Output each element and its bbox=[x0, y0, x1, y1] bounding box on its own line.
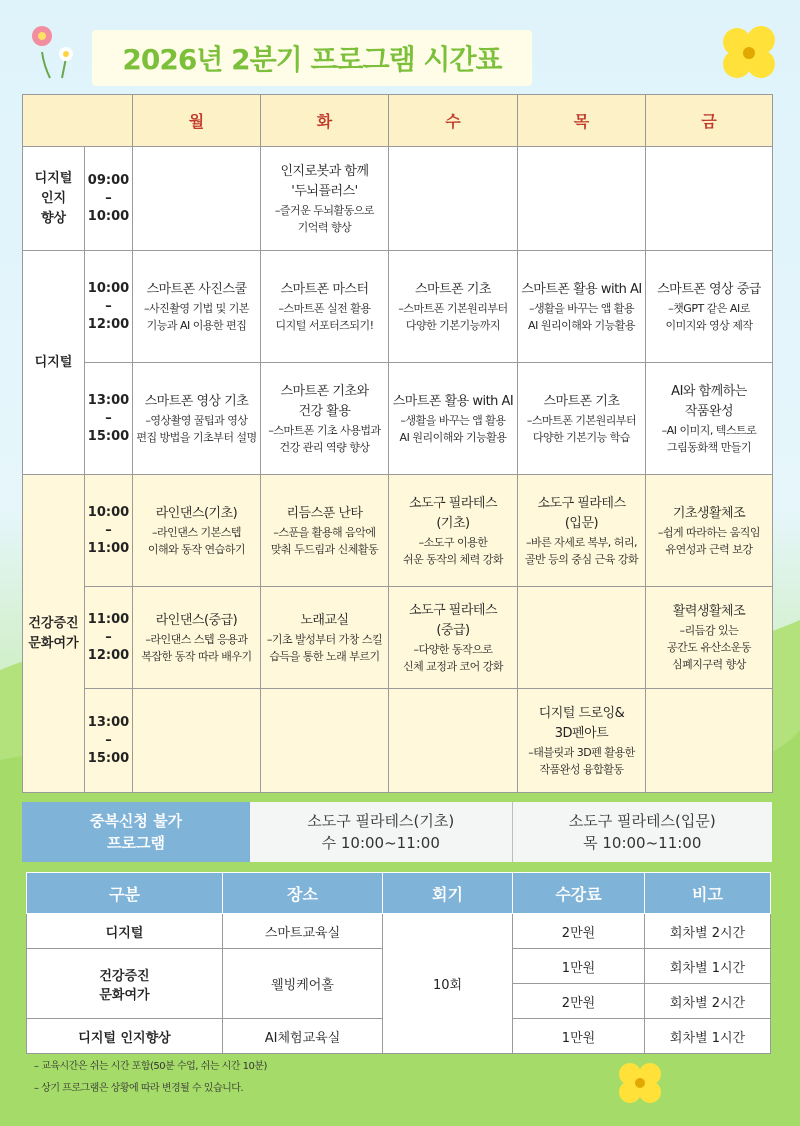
category-health: 건강증진 문화여가 bbox=[23, 475, 85, 793]
duplicate-label: 중복신청 불가 프로그램 bbox=[22, 802, 250, 862]
program-desc: –사진촬영 기법 및 기본 기능과 AI 이용한 편집 bbox=[143, 301, 250, 332]
corner-cell bbox=[23, 95, 133, 147]
program-cell bbox=[261, 587, 389, 689]
yellow-flower-icon bbox=[715, 22, 785, 84]
program-title: 소도구 필라테스 (입문) bbox=[537, 495, 626, 531]
program-cell bbox=[389, 251, 518, 363]
duplicate-restriction-table bbox=[22, 802, 772, 862]
program-desc: –쉽게 따라하는 움직임 유연성과 근력 보강 bbox=[657, 525, 761, 556]
program-cell bbox=[646, 363, 773, 475]
program-desc: –소도구 이용한 쉬운 동작의 체력 강화 bbox=[402, 535, 504, 566]
duplicate-item-name: 소도구 필라테스(입문) bbox=[568, 812, 716, 830]
empty-cell bbox=[518, 587, 646, 689]
fee-category: 디지털 인지향상 bbox=[27, 1019, 223, 1054]
yellow-flower-icon bbox=[612, 1058, 668, 1108]
program-title: 스마트폰 기초 bbox=[543, 393, 620, 409]
time-slot: 09:00 – 10:00 bbox=[85, 147, 133, 251]
program-title: 노래교실 bbox=[300, 612, 349, 628]
program-desc: –즐거운 두뇌활동으로 기억력 향상 bbox=[274, 203, 375, 234]
program-cell bbox=[518, 363, 646, 475]
fee-place: 웰빙케어홀 bbox=[223, 949, 383, 1019]
schedule-table bbox=[22, 94, 773, 793]
program-desc: –스마트폰 기초 사용법과 건강 관리 역량 향상 bbox=[268, 423, 381, 454]
empty-cell bbox=[389, 689, 518, 793]
program-title: 스마트폰 기초 bbox=[415, 281, 491, 297]
fee-header-sessions: 회기 bbox=[383, 873, 513, 914]
day-header-tue: 화 bbox=[261, 95, 389, 147]
footnote: – 상기 프로그램은 상황에 따라 변경될 수 있습니다. bbox=[34, 1083, 244, 1094]
fee-header-place: 장소 bbox=[223, 873, 383, 914]
category-digital: 디지털 bbox=[23, 251, 85, 475]
program-title: 소도구 필라테스 (중급) bbox=[408, 602, 498, 638]
program-desc: –기초 발성부터 가창 스킬 습득을 통한 노래 부르기 bbox=[266, 632, 383, 663]
program-title: 기초생활체조 bbox=[672, 505, 746, 521]
fee-category: 디지털 bbox=[27, 914, 223, 949]
program-cell bbox=[646, 475, 773, 587]
program-title: AI와 함께하는 작품완성 bbox=[671, 383, 747, 419]
program-desc: –라인댄스 스텝 응용과 복잡한 동작 따라 배우기 bbox=[141, 632, 252, 663]
time-slot: 10:00 – 11:00 bbox=[85, 475, 133, 587]
fee-table bbox=[26, 872, 771, 1054]
program-title: 활력생활체조 bbox=[672, 604, 746, 619]
time-slot: 13:00 – 15:00 bbox=[85, 689, 133, 793]
program-desc: –스마트폰 실전 활용 디지털 서포터즈되기! bbox=[275, 301, 374, 332]
fee-place: AI체험교육실 bbox=[223, 1019, 383, 1054]
program-desc: –라인댄스 기본스텝 이해와 동작 연습하기 bbox=[147, 525, 246, 556]
empty-cell bbox=[646, 147, 773, 251]
title-banner bbox=[92, 30, 532, 86]
fee-sessions: 10회 bbox=[383, 914, 513, 1054]
program-title: 스마트폰 활용 with AI bbox=[521, 281, 642, 297]
program-cell bbox=[133, 251, 261, 363]
fee-header-fee: 수강료 bbox=[513, 873, 645, 914]
program-cell bbox=[261, 363, 389, 475]
program-title: 라인댄스(기초) bbox=[155, 505, 238, 521]
empty-cell bbox=[646, 689, 773, 793]
program-desc: –다양한 동작으로 신체 교정과 코어 강화 bbox=[402, 642, 504, 673]
program-desc: –생활을 바꾸는 앱 활용 AI 원리이해와 기능활용 bbox=[399, 413, 507, 444]
fee-note: 회차별 1시간 bbox=[645, 949, 771, 984]
program-cell bbox=[261, 251, 389, 363]
duplicate-item bbox=[512, 802, 772, 862]
fee-note: 회차별 1시간 bbox=[645, 1019, 771, 1054]
program-cell bbox=[133, 587, 261, 689]
empty-cell bbox=[389, 147, 518, 251]
program-title: 디지털 드로잉& 3D펜아트 bbox=[538, 705, 625, 741]
program-title: 스마트폰 영상 기초 bbox=[144, 393, 249, 409]
time-slot: 11:00 – 12:00 bbox=[85, 587, 133, 689]
program-desc: –영상촬영 꿀팁과 영상 편집 방법을 기초부터 설명 bbox=[136, 413, 257, 444]
tulip-icon bbox=[28, 22, 82, 80]
fee-amount: 1만원 bbox=[513, 1019, 645, 1054]
program-cell bbox=[646, 251, 773, 363]
fee-header-category: 구분 bbox=[27, 873, 223, 914]
program-desc: –스푼을 활용해 음악에 맞춰 두드림과 신체활동 bbox=[270, 525, 379, 556]
footnote: – 교육시간은 쉬는 시간 포함(50분 수업, 쉬는 시간 10분) bbox=[34, 1061, 267, 1072]
program-title: 라인댄스(중급) bbox=[155, 612, 238, 628]
program-title: 스마트폰 활용 with AI bbox=[392, 393, 514, 409]
program-cell bbox=[389, 587, 518, 689]
fee-amount: 2만원 bbox=[513, 914, 645, 949]
fee-place: 스마트교육실 bbox=[223, 914, 383, 949]
program-cell bbox=[261, 475, 389, 587]
program-cell bbox=[389, 363, 518, 475]
program-cell bbox=[261, 147, 389, 251]
duplicate-item-name: 소도구 필라테스(기초) bbox=[307, 812, 455, 830]
duplicate-item-time: 수 10:00~11:00 bbox=[321, 834, 440, 852]
fee-amount: 1만원 bbox=[513, 949, 645, 984]
program-title: 스마트폰 영상 중급 bbox=[657, 281, 761, 297]
program-desc: –챗GPT 같은 AI로 이미지와 영상 제작 bbox=[665, 301, 753, 332]
time-slot: 10:00 – 12:00 bbox=[85, 251, 133, 363]
page-title: 2026년 2분기 프로그램 시간표 bbox=[122, 43, 502, 76]
duplicate-item-time: 목 10:00~11:00 bbox=[583, 834, 702, 852]
day-header-wed: 수 bbox=[389, 95, 518, 147]
empty-cell bbox=[133, 689, 261, 793]
program-title: 인지로봇과 함께 '두뇌플러스' bbox=[280, 163, 369, 199]
empty-cell bbox=[261, 689, 389, 793]
program-desc: –태블릿과 3D펜 활용한 작품완성 융합활동 bbox=[528, 745, 635, 776]
fee-category: 건강증진 문화여가 bbox=[27, 949, 223, 1019]
program-desc: –리듬감 있는 공간도 유산소운동 심폐지구력 향상 bbox=[666, 624, 751, 671]
empty-cell bbox=[133, 147, 261, 251]
program-desc: –AI 이미지, 텍스트로 그림동화책 만들기 bbox=[661, 423, 757, 454]
program-desc: –스마트폰 기본원리부터 다양한 기본기능까지 bbox=[398, 301, 508, 332]
day-header-fri: 금 bbox=[646, 95, 773, 147]
day-header-thu: 목 bbox=[518, 95, 646, 147]
program-cell bbox=[518, 475, 646, 587]
program-cell bbox=[518, 689, 646, 793]
program-cell bbox=[518, 251, 646, 363]
fee-note: 회차별 2시간 bbox=[645, 984, 771, 1019]
category-digital-cognition: 디지털 인지 향상 bbox=[23, 147, 85, 251]
footnotes bbox=[34, 1056, 267, 1100]
duplicate-item bbox=[250, 802, 512, 862]
program-cell bbox=[133, 363, 261, 475]
program-title: 스마트폰 마스터 bbox=[280, 281, 369, 297]
day-header-mon: 월 bbox=[133, 95, 261, 147]
program-title: 스마트폰 사진스쿨 bbox=[146, 281, 247, 297]
fee-note: 회차별 2시간 bbox=[645, 914, 771, 949]
program-cell bbox=[389, 475, 518, 587]
program-title: 스마트폰 기초와 건강 활용 bbox=[280, 383, 369, 419]
program-title: 소도구 필라테스 (기초) bbox=[408, 495, 498, 531]
empty-cell bbox=[518, 147, 646, 251]
program-desc: –생활을 바꾸는 앱 활용 AI 원리이해와 기능활용 bbox=[528, 301, 635, 332]
program-cell bbox=[646, 587, 773, 689]
program-title: 리듬스푼 난타 bbox=[286, 505, 363, 521]
program-desc: –스마트폰 기본원리부터 다양한 기본기능 학습 bbox=[526, 413, 637, 444]
program-desc: –바른 자세로 복부, 허리, 골반 등의 중심 근육 강화 bbox=[524, 535, 639, 566]
time-slot: 13:00 – 15:00 bbox=[85, 363, 133, 475]
fee-header-note: 비고 bbox=[645, 873, 771, 914]
program-cell bbox=[133, 475, 261, 587]
fee-amount: 2만원 bbox=[513, 984, 645, 1019]
